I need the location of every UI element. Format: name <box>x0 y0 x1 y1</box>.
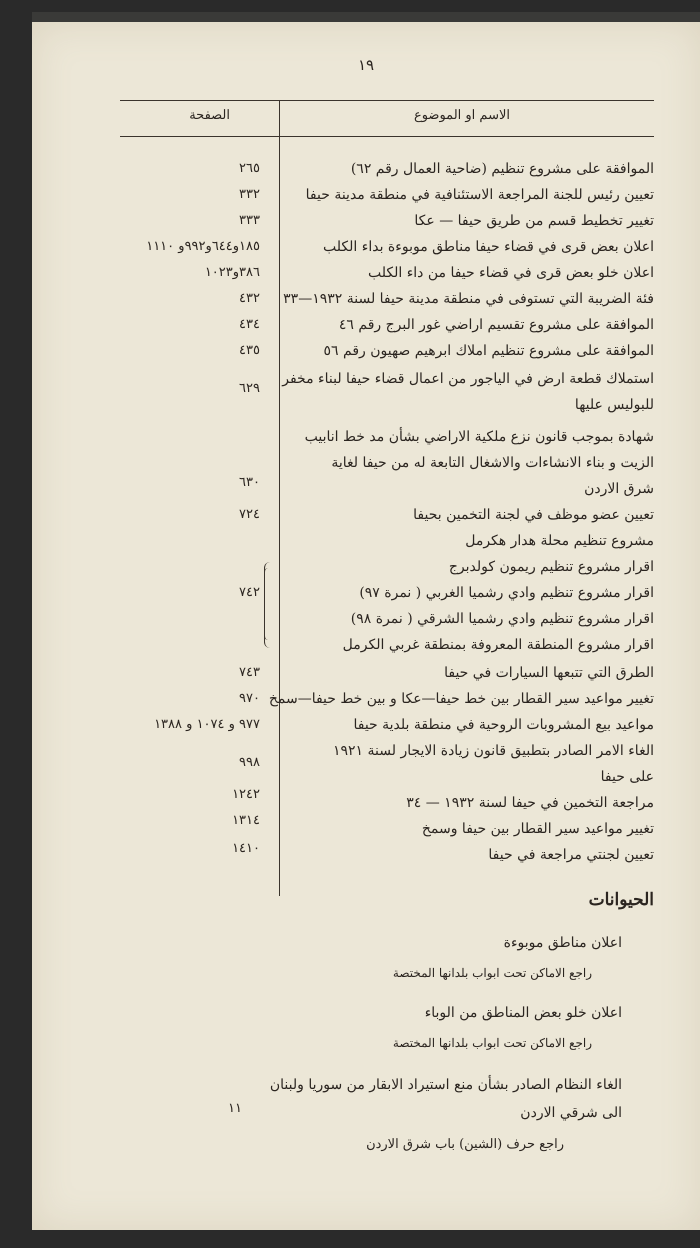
index-row <box>32 450 700 476</box>
entry-page: ٦٣٠ <box>239 475 260 490</box>
section-row <box>32 960 700 986</box>
entry-text: للبوليس عليها <box>574 397 654 413</box>
entry-text: تغيير مواعيد سير القطار بين خط حيفا—عكا و بين خط حيفا—سمخ <box>268 691 654 707</box>
entry-text: اقرار مشروع تنظيم ريمون كولدبرج <box>448 559 654 575</box>
entry-text: مواعيد بيع المشروبات الروحية في منطقة بلدية حيفا <box>353 717 654 733</box>
entry-page: ٣٣٣ <box>239 213 260 228</box>
section-row <box>32 930 700 956</box>
grouping-brace-inner <box>264 568 269 640</box>
index-row <box>32 787 700 816</box>
index-row <box>32 424 700 450</box>
header-page: الصفحة <box>189 108 230 123</box>
entry-text: تغيير تخطيط قسم من طريق حيفا — عكا <box>414 213 654 229</box>
entry-text: فئة الضريبة التي تستوفى في منطقة مدينة حيفا لسنة ١٩٣٢—٣٣ <box>283 291 654 307</box>
index-row <box>32 528 700 554</box>
index-row <box>32 813 700 842</box>
entry-text: اعلان خلو بعض المناطق من الوباء <box>424 1005 622 1021</box>
entry-page: ٤٣٤ <box>239 317 260 332</box>
index-row <box>32 738 700 764</box>
entry-page: ١١ <box>228 1101 242 1116</box>
entry-text: راجع الاماكن تحت ابواب بلدانها المختصة <box>392 1036 592 1050</box>
entry-text: على حيفا <box>600 769 654 785</box>
entry-text: مشروع تنظيم محلة هدار هكرمل <box>465 533 654 549</box>
index-row <box>32 660 700 686</box>
entry-text: الموافقة على مشروع تنظيم (ضاحية العمال رقم ٦٢) <box>350 161 654 177</box>
index-row <box>32 208 700 234</box>
entry-page: ٤٣٢ <box>239 291 260 306</box>
entry-page: ٩٧٠ <box>239 691 260 706</box>
index-row <box>32 606 700 632</box>
entry-page: ٧٤٢ <box>239 585 260 600</box>
entry-page: ١٨٥و٦٤٤و٩٩٢و ١١١٠ <box>146 239 260 254</box>
index-row <box>32 260 700 286</box>
entry-page: ٣٣٢ <box>239 187 260 202</box>
entry-text: تعيين عضو موظف في لجنة التخمين بحيفا <box>413 507 654 523</box>
index-row <box>32 632 700 658</box>
index-row <box>32 686 700 712</box>
entry-text: الموافقة على مشروع تقسيم اراضي غور البرج رقم ٤٦ <box>338 317 654 333</box>
index-row <box>32 580 700 606</box>
entry-text: تعيين رئيس للجنة المراجعة الاستئنافية في منطقة مدينة حيفا <box>305 187 654 203</box>
index-row <box>32 712 700 738</box>
entry-text: الى شرقي الاردن <box>520 1105 622 1121</box>
section-row <box>32 1072 700 1098</box>
entry-text: اعلان مناطق موبوءة <box>503 935 622 951</box>
entry-text: اعلان بعض قرى في قضاء حيفا مناطق موبوءة بداء الكلب <box>323 239 654 255</box>
entry-page: ١٢٤٢ <box>232 787 260 802</box>
index-row <box>32 755 700 790</box>
entry-text: تعيين لجنتي مراجعة في حيفا <box>488 847 654 863</box>
entry-text: اقرار مشروع المنطقة المعروفة بمنطقة غربي الكرمل <box>342 637 654 653</box>
entry-page: ٩٧٧ و ١٠٧٤ و ١٣٨٨ <box>154 717 260 732</box>
entry-text: الغاء الامر الصادر بتطبيق قانون زيادة الايجار لسنة ١٩٢١ <box>332 743 654 759</box>
entry-text: مراجعة التخمين في حيفا لسنة ١٩٣٢ — ٣٤ <box>406 795 654 811</box>
index-row <box>32 286 700 312</box>
section-row <box>32 1030 700 1056</box>
entry-text: اقرار مشروع تنظيم وادي رشميا الغربي ( نمرة ٩٧) <box>359 585 654 601</box>
index-row <box>32 182 700 208</box>
table-header-rule <box>120 136 654 137</box>
entry-page: ١٤١٠ <box>232 841 260 856</box>
entry-text: تغيير مواعيد سير القطار بين حيفا وسمخ <box>421 821 654 837</box>
section-row <box>32 1132 700 1158</box>
index-row <box>32 312 700 338</box>
section-title: الحيوانات <box>588 890 654 910</box>
index-row <box>32 381 700 418</box>
entry-text: شرق الاردن <box>584 481 654 497</box>
header-subject: الاسم او الموضوع <box>413 108 510 123</box>
index-row <box>32 366 700 392</box>
entry-page: ٧٤٣ <box>239 665 260 680</box>
index-row <box>32 554 700 580</box>
entry-text: الزيت و بناء الانشاءات والاشغال التابعة له من حيفا لغاية <box>331 455 654 471</box>
entry-page: ٧٢٤ <box>239 507 260 522</box>
entry-page: ٢٦٥ <box>239 161 260 176</box>
entry-text: الغاء النظام الصادر بشأن منع استيراد الابقار من سوريا ولبنان <box>269 1077 622 1093</box>
entry-text: الموافقة على مشروع تنظيم املاك ابرهيم صهيون رقم ٥٦ <box>323 343 654 359</box>
entry-page: ٣٨٦و١٠٢٣ <box>204 265 260 280</box>
entry-page: ٤٣٥ <box>239 343 260 358</box>
entry-text: الطرق التي تتبعها السيارات في حيفا <box>444 665 654 681</box>
index-row <box>32 476 700 502</box>
entry-page: ٦٢٩ <box>239 381 260 396</box>
section-row <box>32 1000 700 1026</box>
entry-text: راجع الاماكن تحت ابواب بلدانها المختصة <box>392 966 592 980</box>
index-row <box>32 502 700 528</box>
table-top-rule <box>120 100 654 101</box>
index-row <box>32 156 700 182</box>
document-page <box>32 22 700 1230</box>
index-row <box>32 842 700 868</box>
entry-page: ٩٩٨ <box>239 755 260 770</box>
index-row <box>32 234 700 260</box>
section-row <box>32 1100 700 1126</box>
page-number: ١٩ <box>357 56 375 74</box>
entry-text: شهادة بموجب قانون نزع ملكية الاراضي بشأن مد خط انابيب <box>304 429 654 445</box>
entry-text: راجع حرف (الشين) باب شرق الاردن <box>366 1137 564 1152</box>
entry-page: ١٣١٤ <box>232 813 260 828</box>
entry-text: اقرار مشروع تنظيم وادي رشميا الشرقي ( نمرة ٩٨) <box>350 611 654 627</box>
index-row <box>32 338 700 364</box>
entry-text: اعلان خلو بعض قرى في قضاء حيفا من داء الكلب <box>367 265 654 281</box>
entry-text: استملاك قطعة ارض في الياجور من اعمال قضاء حيفا لبناء مخفر <box>282 371 654 387</box>
